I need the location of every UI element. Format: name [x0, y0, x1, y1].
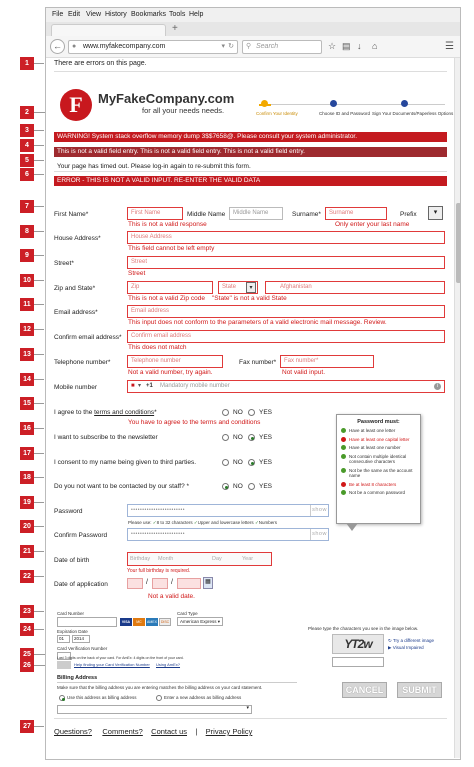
- menu-view[interactable]: View: [86, 11, 102, 18]
- marker-10: 10: [20, 274, 34, 287]
- cvn-label: Card Verification Number: [57, 646, 108, 651]
- state-placeholder: State: [222, 284, 237, 290]
- confirm-password-show-toggle[interactable]: show: [310, 529, 328, 540]
- password-rule-item: [341, 454, 416, 465]
- dropdown-icon[interactable]: ▾: [221, 43, 225, 50]
- footer-divider: [54, 718, 447, 719]
- check-icon: ✓: [152, 520, 157, 525]
- date-separator: /: [146, 579, 148, 586]
- dob-birthday: Birthday: [130, 556, 151, 562]
- check-icon: [341, 490, 346, 495]
- marker-6: 6: [20, 168, 34, 181]
- marker-3-leader: [34, 130, 44, 131]
- contact-label: Do you not want to be contacted by our staff? *: [54, 483, 190, 490]
- marker-20-leader: [34, 526, 44, 527]
- password-label: Password: [54, 508, 83, 515]
- marker-1: 1: [20, 57, 34, 70]
- password-rule-item: [341, 445, 416, 451]
- footer-comments-link[interactable]: Comments?: [102, 727, 143, 736]
- state-select[interactable]: [218, 281, 258, 294]
- mobile-placeholder: Mandatory mobile number: [160, 383, 230, 389]
- zip-error: This is not a valid Zip code: [128, 295, 205, 302]
- menu-icon[interactable]: ☰: [445, 41, 454, 52]
- marker-14: 14: [20, 373, 34, 386]
- marker-3: 3: [20, 124, 34, 137]
- marker-18: 18: [20, 471, 34, 484]
- exp-year-select[interactable]: 2014: [72, 635, 90, 643]
- billing-new-radio[interactable]: [156, 695, 162, 701]
- marker-12-leader: [34, 329, 44, 330]
- marker-10-leader: [34, 280, 44, 281]
- billing-same-label: Use this address as billing address: [67, 695, 137, 700]
- warning-icon: [341, 482, 346, 487]
- marker-5: 5: [20, 154, 34, 167]
- globe-icon: ●: [72, 43, 77, 50]
- state-error: "State" is not a valid State: [212, 295, 287, 302]
- first-name-label: First Name*: [54, 211, 89, 218]
- terms-label: [54, 409, 157, 416]
- mastercard-icon: MC: [133, 618, 145, 626]
- marker-13: 13: [20, 348, 34, 361]
- star-icon[interactable]: ☆: [328, 41, 337, 51]
- dob-label: Date of birth: [54, 557, 90, 564]
- zip-input[interactable]: Zip: [127, 281, 213, 294]
- info-icon[interactable]: i: [434, 383, 441, 390]
- application-date-error: Not a valid date.: [148, 593, 195, 600]
- card-type-select[interactable]: [177, 617, 223, 626]
- chevron-down-icon: ▾: [246, 705, 249, 711]
- marker-24: 24: [20, 623, 34, 636]
- surname-input[interactable]: Surname: [325, 207, 387, 220]
- warning-banner: WARNING! System stack overflow memory dump 3$$7658@. Please consult your system administrator.: [54, 132, 447, 142]
- download-icon[interactable]: ↓: [357, 41, 362, 51]
- password-rule-text: Have at least one number: [349, 445, 401, 450]
- expiration-label: Expiration Date: [57, 629, 88, 634]
- country-code: +1: [146, 383, 153, 389]
- marker-13-leader: [34, 354, 44, 355]
- dob-month[interactable]: Month: [158, 556, 174, 562]
- marker-25: 25: [20, 648, 34, 661]
- marker-7-leader: [34, 206, 44, 207]
- password-rules-popover: [336, 414, 421, 524]
- reading-list-icon[interactable]: ▤: [342, 41, 351, 51]
- tab-bar: [46, 22, 460, 36]
- fax-input[interactable]: Fax number*: [280, 355, 374, 368]
- amex-icon: AMEX: [147, 620, 157, 624]
- menu-history[interactable]: History: [105, 11, 127, 18]
- street-error: Street: [128, 270, 146, 277]
- house-address-error: This field cannot be left empty: [128, 245, 215, 252]
- email-label: Email address*: [54, 309, 98, 316]
- marker-17-leader: [34, 453, 44, 454]
- errors-note: There are errors on this page.: [54, 60, 147, 67]
- terms-yes-radio[interactable]: [248, 409, 255, 416]
- card-number-label: Card Number: [57, 611, 85, 616]
- invalid-entry-banner: This is not a valid field entry. This is not a valid field entry. This is not a valid field entry.: [54, 147, 447, 157]
- marker-16: 16: [20, 422, 34, 435]
- captcha-audio-text: Visual Impaired: [392, 645, 424, 650]
- contact-yes-label: YES: [259, 483, 273, 490]
- cvn-help-link[interactable]: Help finding your Card Verification Number: [74, 662, 150, 667]
- home-icon[interactable]: ⌂: [372, 41, 378, 51]
- captcha-refresh-text: Try a different image: [392, 638, 434, 643]
- marker-8-leader: [34, 231, 44, 232]
- password-rule-text: Not be a common password: [349, 490, 406, 495]
- application-month-input[interactable]: [152, 578, 168, 589]
- password-hint-prefix: Please use:: [128, 520, 152, 525]
- marker-8: 8: [20, 225, 34, 238]
- third-parties-no-radio[interactable]: [222, 459, 229, 466]
- popover-pointer: [346, 523, 358, 531]
- card-number-input[interactable]: [57, 617, 117, 627]
- browser-window: [45, 7, 461, 760]
- check-icon: ✓: [193, 520, 198, 525]
- timeout-message: Your page has timed out. Please log-in again to re-submit this form.: [54, 162, 447, 172]
- password-rule-item: [341, 490, 416, 496]
- menu-tools[interactable]: Tools: [169, 11, 186, 18]
- captcha-refresh-link[interactable]: [388, 638, 434, 644]
- application-day-input[interactable]: [127, 578, 143, 589]
- menu-bar: [46, 8, 460, 22]
- cancel-button[interactable]: CANCEL: [342, 682, 387, 698]
- check-icon: [341, 468, 346, 473]
- password-rule-text: Have at least one letter: [349, 428, 396, 433]
- step-1-dot: [261, 100, 268, 107]
- mobile-input[interactable]: [127, 380, 445, 393]
- application-year-input[interactable]: [177, 578, 201, 589]
- menu-file[interactable]: File: [52, 11, 64, 18]
- search-input[interactable]: [242, 40, 322, 54]
- email-input[interactable]: Email address: [127, 305, 445, 318]
- third-parties-label: I consent to my name being given to third parties.: [54, 459, 196, 466]
- marker-16-leader: [34, 428, 44, 429]
- visa-icon: VISA: [121, 620, 131, 624]
- terms-required: *: [154, 409, 157, 416]
- marker-19-leader: [34, 502, 44, 503]
- marker-5-leader: [34, 160, 44, 161]
- password-hint: [128, 520, 277, 526]
- password-rules-title: Password must:: [357, 419, 400, 425]
- fax-error: Not valid input.: [282, 369, 325, 376]
- confirm-email-label: Confirm email address*: [54, 334, 122, 341]
- third-parties-yes-label: YES: [259, 459, 273, 466]
- chevron-down-icon: ▾: [246, 282, 256, 293]
- password-rule-item: [341, 468, 416, 479]
- submit-button[interactable]: SUBMIT: [397, 682, 442, 698]
- contact-yes-radio[interactable]: [248, 483, 255, 490]
- prefix-select[interactable]: [428, 206, 443, 220]
- marker-15-leader: [34, 403, 44, 404]
- surname-error: Only enter your last name: [335, 221, 410, 228]
- card-back-icon: [57, 661, 71, 669]
- confirm-password-value: ••••••••••••••••••••••••: [131, 531, 186, 537]
- dob-input[interactable]: [127, 552, 272, 566]
- phone-label: Telephone number*: [54, 359, 111, 366]
- step-1-label: Confirm Your Identity: [256, 111, 298, 116]
- password-input[interactable]: [127, 504, 329, 517]
- check-icon: [341, 445, 346, 450]
- password-hint-1: 8 to 32 characters: [156, 520, 193, 525]
- password-hint-3: Numbers: [258, 520, 277, 525]
- billing-address-select[interactable]: [57, 705, 252, 714]
- newsletter-yes-radio[interactable]: [248, 434, 255, 441]
- check-icon: ✓: [254, 520, 259, 525]
- street-label: Street*: [54, 260, 74, 267]
- marker-27-leader: [34, 726, 44, 727]
- terms-no-label: NO: [233, 409, 243, 416]
- terms-link[interactable]: terms and conditions: [94, 409, 155, 416]
- company-logo: F: [60, 89, 92, 121]
- third-parties-yes-radio[interactable]: [248, 459, 255, 466]
- dob-error: Your full birthday is required.: [127, 568, 191, 574]
- middle-name-label: Middle Name: [187, 211, 226, 218]
- email-error: This input does not conform to the parameters of a valid electronic mail message. Review.: [128, 319, 387, 326]
- marker-12: 12: [20, 323, 34, 336]
- chevron-down-icon: ▾: [217, 619, 220, 624]
- marker-24-leader: [34, 629, 44, 630]
- terms-yes-label: YES: [259, 409, 273, 416]
- footer-separator: |: [195, 727, 198, 736]
- marker-11: 11: [20, 298, 34, 311]
- newsletter-label: I want to subscribe to the newsletter: [54, 434, 158, 441]
- marker-4: 4: [20, 139, 34, 152]
- warning-icon: [341, 437, 346, 442]
- country-select[interactable]: Afghanistan: [265, 281, 445, 294]
- marker-21: 21: [20, 545, 34, 558]
- marker-1-leader: [34, 63, 44, 64]
- password-rule-text: Not be the same as the account name: [349, 467, 413, 478]
- search-icon: ⚲: [246, 43, 252, 50]
- confirm-password-input[interactable]: [127, 528, 329, 541]
- contact-no-radio[interactable]: [222, 483, 229, 490]
- billing-title: Billing Address: [57, 675, 98, 681]
- password-rule-text: Be at least 8 characters: [349, 481, 397, 487]
- marker-6-leader: [34, 174, 44, 175]
- check-icon: [341, 454, 346, 459]
- marker-22-leader: [34, 576, 44, 577]
- flag-icon: ■: [131, 383, 135, 389]
- speaker-icon: ▶: [388, 645, 392, 650]
- zip-state-label: Zip and State*: [54, 285, 96, 292]
- menu-help[interactable]: Help: [189, 11, 204, 18]
- amex-help-link[interactable]: Using AmEx?: [156, 662, 181, 667]
- captcha-input[interactable]: [332, 657, 384, 667]
- dob-year[interactable]: Year: [242, 556, 254, 562]
- contact-no-label: NO: [233, 483, 243, 490]
- third-parties-no-label: NO: [233, 459, 243, 466]
- captcha-image: YT2w: [332, 634, 384, 654]
- nav-bar: [46, 36, 460, 58]
- scrollbar-thumb[interactable]: [456, 203, 461, 283]
- discover-icon: DISC: [160, 620, 170, 624]
- password-rule-text: Have at least one capital letter: [349, 436, 410, 442]
- password-rule-item: [341, 437, 416, 443]
- card-type-value: American Express: [180, 619, 217, 624]
- menu-edit[interactable]: Edit: [68, 11, 81, 18]
- check-icon: [341, 428, 346, 433]
- marker-4-leader: [34, 145, 44, 146]
- surname-label: Surname*: [292, 211, 321, 218]
- application-date-label: Date of application: [54, 581, 108, 588]
- footer: [54, 727, 252, 736]
- password-value: ••••••••••••••••••••••••: [131, 507, 186, 513]
- marker-22: 22: [20, 570, 34, 583]
- progress-track: [259, 104, 445, 105]
- step-2-label: Choose ID and Password: [319, 111, 371, 116]
- password-rule-text: Not contain multiple identical consecutive characters: [349, 453, 407, 464]
- marker-26: 26: [20, 659, 34, 672]
- url-bar[interactable]: [68, 40, 238, 54]
- step-2-dot: [330, 100, 337, 107]
- phone-input[interactable]: Telephone number: [127, 355, 223, 368]
- search-placeholder: Search: [256, 43, 279, 50]
- step-3-label: Sign Your Documents/Paperless Options: [372, 111, 454, 116]
- brand-name: MyFakeCompany.com: [98, 91, 235, 106]
- new-tab-icon[interactable]: +: [172, 23, 178, 34]
- mobile-label: Mobile number: [54, 384, 97, 391]
- first-name-error: This is not a valid response: [128, 221, 207, 228]
- back-icon[interactable]: ←: [50, 39, 65, 54]
- house-address-label: House Address*: [54, 235, 101, 242]
- marker-14-leader: [34, 379, 44, 380]
- terms-label-text: I agree to the: [54, 409, 95, 416]
- brand-tagline: for all your needs needs.: [142, 106, 225, 115]
- chevron-down-icon: ▾: [433, 209, 438, 216]
- billing-same-radio[interactable]: [59, 695, 65, 701]
- menu-bookmarks[interactable]: Bookmarks: [131, 11, 167, 18]
- url-text: www.myfakecompany.com: [83, 43, 166, 50]
- fax-label: Fax number*: [239, 359, 277, 366]
- chevron-down-icon: ▾: [138, 383, 142, 389]
- terms-error: You have to agree to the terms and conditions: [128, 419, 261, 426]
- prefix-label: Prefix: [400, 211, 417, 218]
- confirm-email-input[interactable]: Confirm email address: [127, 330, 445, 343]
- middle-name-input[interactable]: Middle Name: [229, 207, 283, 220]
- confirm-password-label: Confirm Password: [54, 532, 108, 539]
- marker-23: 23: [20, 605, 34, 618]
- captcha-audio-link[interactable]: [388, 645, 424, 651]
- newsletter-no-radio[interactable]: [222, 434, 229, 441]
- confirm-email-error: This does not match: [128, 344, 187, 351]
- newsletter-yes-label: YES: [259, 434, 273, 441]
- refresh-icon: ↻: [388, 638, 392, 643]
- footer-questions-link[interactable]: Questions?: [54, 727, 92, 736]
- house-address-input[interactable]: House Address: [127, 231, 445, 244]
- reload-icon[interactable]: ↻: [228, 43, 234, 50]
- password-hint-2: Upper and lowercase letters: [197, 520, 254, 525]
- billing-note: Make sure that the billing address you are entering matches the billing address on your card statement.: [57, 685, 263, 690]
- marker-27: 27: [20, 720, 34, 733]
- marker-2: 2: [20, 106, 34, 119]
- marker-23-leader: [34, 611, 44, 612]
- first-name-input[interactable]: First Name: [127, 207, 183, 220]
- billing-new-label: Enter a new address as billing address: [164, 695, 242, 700]
- marker-19: 19: [20, 496, 34, 509]
- step-3-dot: [401, 100, 408, 107]
- calendar-icon[interactable]: ▦: [203, 577, 213, 589]
- footer-privacy-link[interactable]: Privacy Policy: [205, 727, 253, 736]
- password-rule-item: [341, 428, 416, 434]
- page-content: [46, 58, 460, 760]
- marker-9-leader: [34, 255, 44, 256]
- dob-day[interactable]: Day: [212, 556, 222, 562]
- date-separator: /: [171, 579, 173, 586]
- phone-error: Not a valid number, try again.: [128, 369, 213, 376]
- divider: [54, 71, 447, 72]
- captcha-prompt: Please type the characters you see in the image below.: [308, 626, 419, 631]
- street-input[interactable]: Street: [127, 256, 445, 269]
- marker-15: 15: [20, 397, 34, 410]
- newsletter-no-label: NO: [233, 434, 243, 441]
- browser-tab[interactable]: [51, 24, 166, 36]
- exp-month-select[interactable]: 01: [57, 635, 70, 643]
- marker-9: 9: [20, 249, 34, 262]
- marker-20: 20: [20, 520, 34, 533]
- scrollbar[interactable]: [454, 58, 461, 758]
- card-type-label: Card Type: [177, 611, 198, 616]
- error-banner: ERROR - THIS IS NOT A VALID INPUT. RE-ENTER THE VALID DATA: [54, 176, 447, 186]
- billing-divider: [57, 682, 297, 683]
- terms-no-radio[interactable]: [222, 409, 229, 416]
- marker-11-leader: [34, 304, 44, 305]
- password-rule-item: [341, 482, 416, 488]
- footer-contact-link[interactable]: Contact us: [151, 727, 188, 736]
- marker-7: 7: [20, 200, 34, 213]
- password-show-toggle[interactable]: show: [310, 505, 328, 516]
- marker-17: 17: [20, 447, 34, 460]
- password-rules-list: [341, 428, 416, 496]
- marker-18-leader: [34, 477, 44, 478]
- marker-21-leader: [34, 551, 44, 552]
- cvn-help-text: Last 3 digits on the back of your card. For AmEx: 4 digits on the front of your card.: [57, 656, 184, 660]
